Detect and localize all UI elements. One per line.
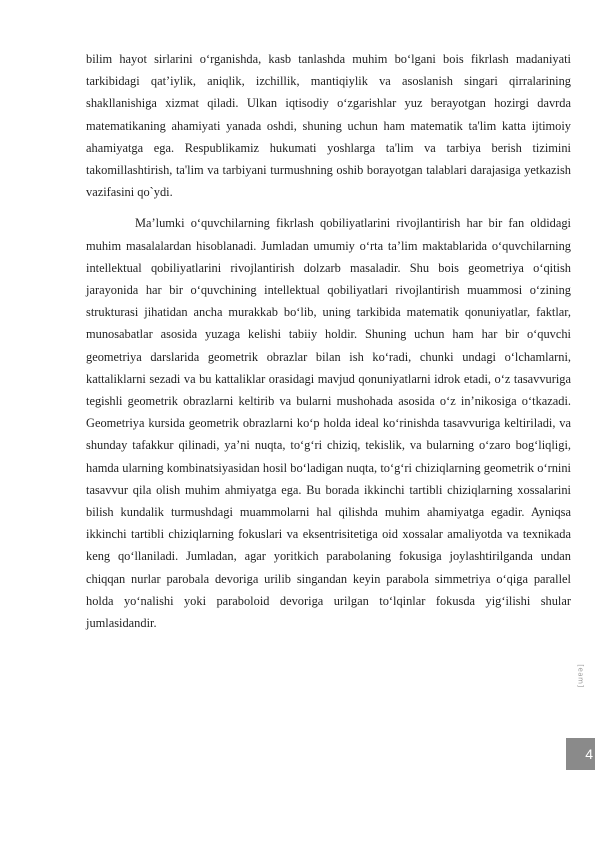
paragraph-continuation: bilim hayot sirlarini o‘rganishda, kasb tanlashda muhim bo‘lgani bois fikrlash madaniyati tarkibidagi qat’iylik, aniqlik, izchillik, mantiqiylik va asoslanish singari qirralarining shakllanishiga xizmat qiladi. Ulkan iqtisodiy o‘zgarishlar yuz berayotgan hozirgi davrda matematikaning ahamiyati yanada oshdi, shuning uchun ham matematik ta'lim katta ijtimoiy ahamiyatga ega. Respublikamiz hukumati yoshlarga ta'lim va tarbiya berish tizimini takomillashtirish, ta'lim va tarbiyani turmushning oshib borayotgan talablari darajasiga yetkazish vazifasini qo`ydi. bbox=[86, 52, 571, 200]
page-number-tab bbox=[566, 738, 595, 770]
page-body bbox=[86, 48, 571, 634]
side-watermark-text: [eam] bbox=[577, 664, 586, 688]
side-watermark bbox=[572, 656, 590, 696]
page-number: 4 bbox=[585, 746, 593, 762]
paragraph-fikrlash-qobiliyatlari: Ma’lumki o‘quvchilarning fikrlash qobiliyatlarini rivojlantirish har bir fan oldidagi muhim masalalardan hisoblanadi. Jumladan umumiy o‘rta ta’lim maktablarida o‘quvchilarning intellektual qobiliyatlarini rivojlantirish dolzarb masaladir. Shu bois geometriya o‘qitish jarayonida har bir o‘quvchining intellektual qobiliyatlari rivojlantirish muammosi o‘zining strukturasi jihatidan ancha murakkab bo‘lib, uning tarkibida matematik qonuniyatlar, faktlar, munosabatlar asosida yuzaga kelishi tabiiy holdir. Shuning uchun ham har bir o‘quvchi geometriya darslarida geometrik obrazlar bilan ish ko‘radi, chunki undagi o‘lchamlarni, kattaliklarni sezadi va bu kattaliklar orasidagi mavjud qonuniyatlarni idrok etadi, o‘z tasavvuriga tegishli geometrik obrazlarni keltirib va bularni mushohada asosida o‘z in’nikosiga o‘tkazadi. Geometriya kursida geometrik obrazlarni ko‘p holda ideal ko‘rinishda tasavvuriga keltiriladi, va shunday tafakkur qilinadi, ya’ni nuqta, to‘g‘ri chiziq, tekislik, va bularning o‘zaro bog‘liqligi, hamda ularning kombinatsiyasidan hosil bo‘ladigan nuqta, to‘g‘ri chiziqlarning geometrik o‘rnini tasavvur qila olish muhim ahmiyatga ega. Bu borada ikkinchi tartibli chiziqlarning xossalarini bilish kundalik turmushdagi muammolarni hal qilishda muhim ahamiyatga egadir. Ayniqsa ikkinchi tartibli chiziqlarning fokuslari va eksentrisitetiga oid xossalar amaliyotda va texnikada keng qo‘llaniladi. Jumladan, agar yoritkich parabolaning fokusiga joylashtirilganda undan chiqqan nurlar parobala devoriga urilib singandan keyin parabola simmetriya o‘qiga parallel holda yo‘nalishi yoki paraboloid devoriga urilgan to‘lqinlar fokusda yig‘ilishi shular jumlasidandir. bbox=[86, 216, 571, 631]
